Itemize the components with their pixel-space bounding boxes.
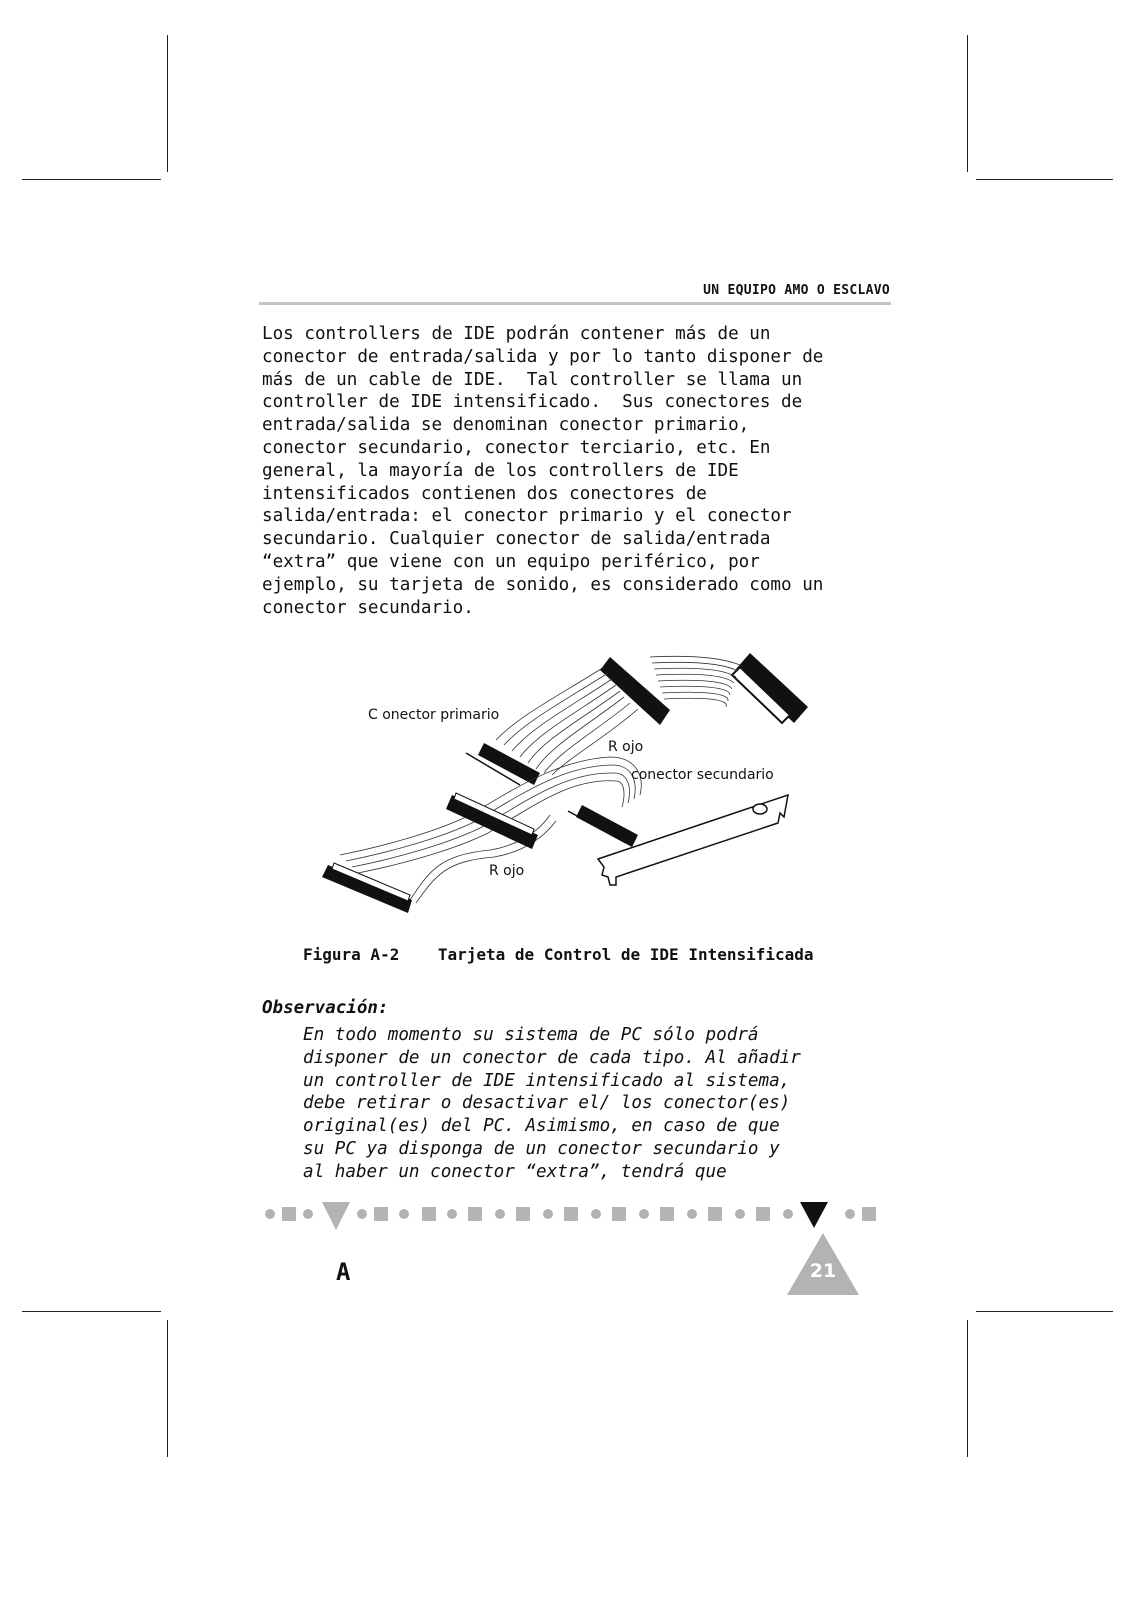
ide-cable-illustration (320, 645, 840, 930)
lower-ribbon-cable (340, 757, 641, 903)
crop-mark (167, 1320, 168, 1457)
crop-mark (967, 1320, 968, 1457)
figure-caption: Figura A-2 Tarjeta de Control de IDE Intensificada (303, 945, 814, 964)
secondary-connector-icon (568, 805, 638, 847)
body-paragraph: Los controllers de IDE podrán contener más de un conector de entrada/salida y por lo tanto disponer de más de un cable de IDE. Tal controller se llama un controller de IDE intensificado. Sus conectores de entrada/salida se denominan conector primario, conector secundario, conector terciario, etc. En general, la mayoría de los controllers de IDE intensificados contienen dos conectores de salida/entrada: el conector primario y el conector secundario. Cualquier conector de salida/entrada “extra” que viene con un equipo periférico, por ejemplo, su tarjeta de sonido, es considerado como un conector secundario. (262, 324, 824, 618)
bottom-left-connector-icon (322, 863, 412, 913)
running-header: UN EQUIPO AMO O ESCLAVO (703, 283, 890, 298)
middle-connector-icon (600, 657, 670, 725)
label-secondary-connector: conector secundario (631, 767, 774, 783)
crop-mark (967, 35, 968, 172)
crop-mark (167, 35, 168, 172)
crop-mark (22, 179, 161, 180)
crop-mark (976, 179, 1113, 180)
crop-mark (22, 1311, 161, 1312)
label-primary-connector: C onector primario (368, 707, 500, 723)
decorative-divider (262, 1196, 882, 1232)
note-body: En todo momento su sistema de PC sólo podrá disponer de un conector de cada tipo. Al añadir un controller de IDE intensificado al sistema, debe retirar o desactivar el/ los conector(es) original(es) del PC. Asimismo, en caso de que su PC ya disponga de un conector secundario y al haber un conector “extra”, tendrá que (303, 1025, 801, 1182)
end-connector-icon (732, 653, 808, 723)
label-rojo-bottom: R ojo (489, 863, 525, 879)
label-rojo-top: R ojo (608, 739, 644, 755)
note-title: Observación: (262, 998, 389, 1018)
page-number: 21 (809, 1260, 837, 1282)
upper-ribbon-cable (650, 656, 740, 707)
crop-mark (976, 1311, 1113, 1312)
middle-lower-connector-icon (446, 793, 538, 849)
primary-connector-icon (466, 743, 540, 785)
section-letter: A (336, 1258, 351, 1286)
header-rule (259, 302, 891, 305)
